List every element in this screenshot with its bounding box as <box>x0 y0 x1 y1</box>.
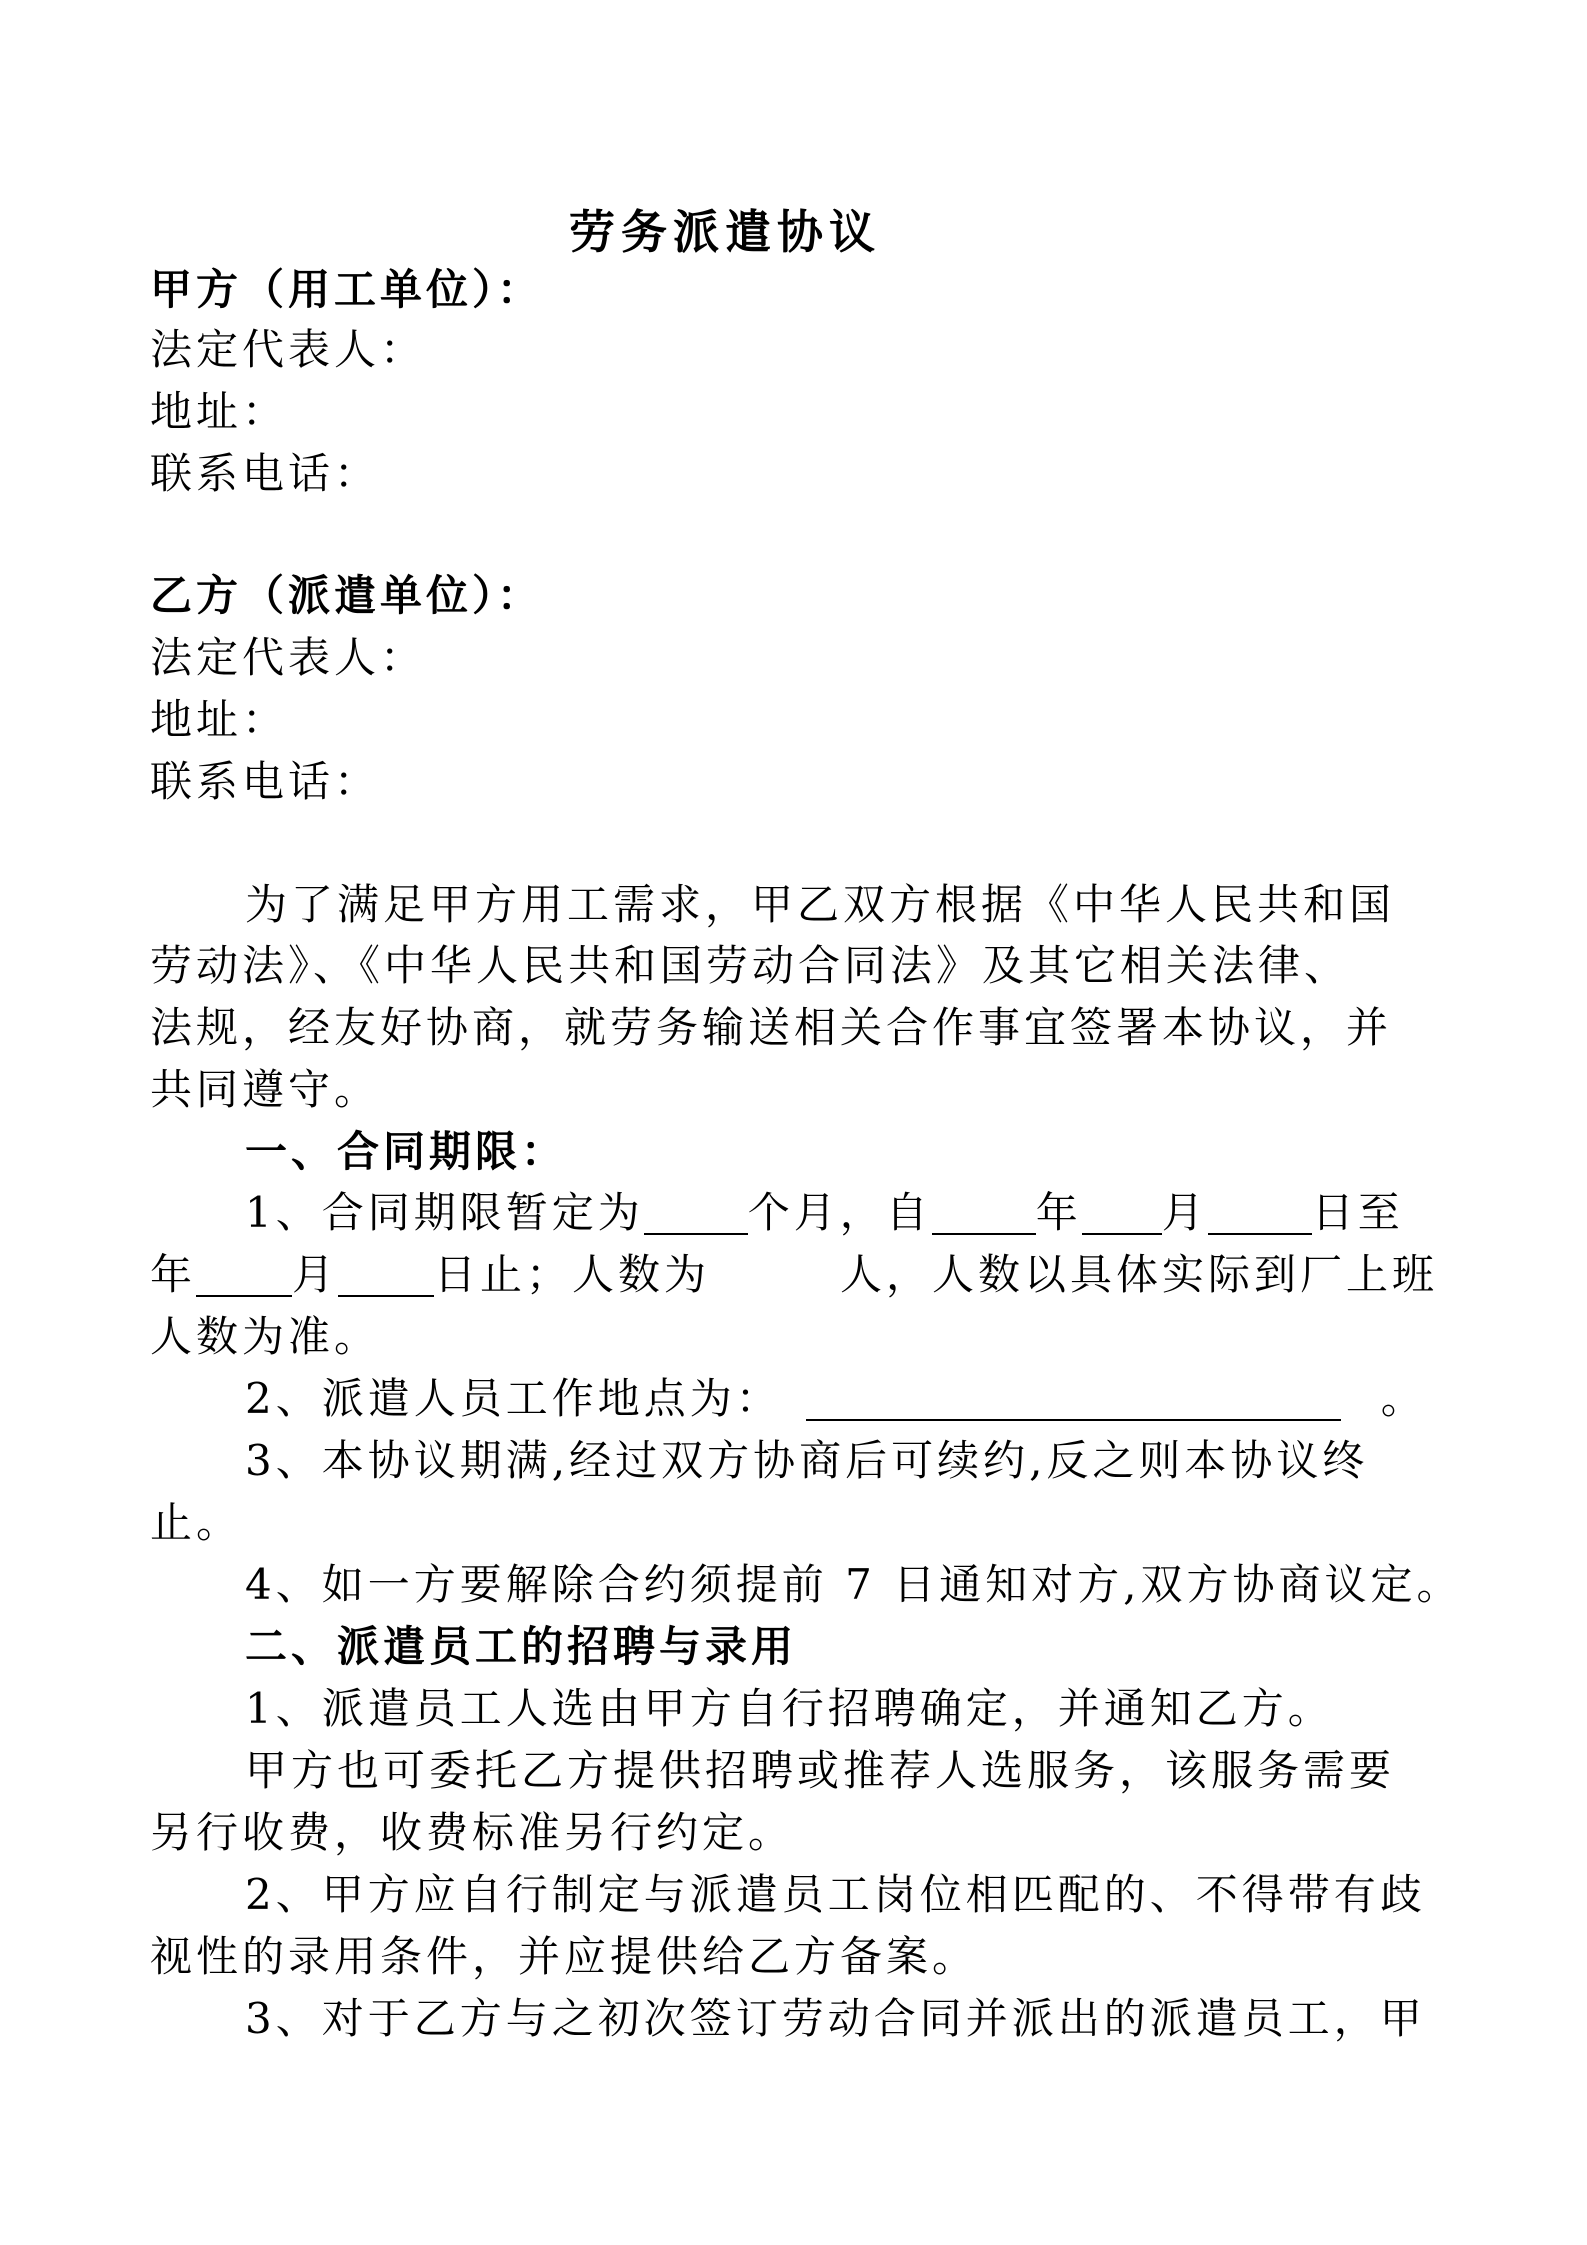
blank-start-month <box>1082 1191 1162 1235</box>
section-1-clause-4: 4、如一方要解除合约须提前 7 日通知对方,双方协商议定。 <box>245 1560 1463 1609</box>
section-1-clause-2 <box>245 1371 1545 1427</box>
blank-end-month <box>338 1253 434 1297</box>
clause-text: 日止；人数为 <box>434 1250 711 1299</box>
clause-text: 人，人数以具体实际到厂上班 <box>840 1250 1439 1299</box>
section-2-clause-1: 1、派遣员工人选由甲方自行招聘确定，并通知乙方。 <box>245 1684 1334 1733</box>
blank-months <box>644 1191 748 1235</box>
section-1-clause-3-line-2: 止。 <box>150 1498 243 1547</box>
intro-line-3: 法规，经友好协商，就劳务输送相关合作事宜签署本协议，并 <box>150 1003 1393 1052</box>
section-2-clause-1b-line-2: 另行收费，收费标准另行约定。 <box>150 1808 795 1857</box>
section-1-clause-1-line-3: 人数为准。 <box>150 1312 381 1361</box>
clause-text: 2、派遣人员工作地点为： <box>245 1374 782 1423</box>
section-1-clause-3-line-1: 3、本协议期满,经过双方协商后可续约,反之则本协议终 <box>245 1436 1369 1485</box>
document-title: 劳务派遣协议 <box>569 205 881 259</box>
intro-line-2: 劳动法》、《中华人民共和国劳动合同法》及其它相关法律、 <box>150 941 1351 990</box>
intro-line-4: 共同遵守。 <box>150 1065 381 1114</box>
section-1-clause-1-line-2 <box>150 1247 1450 1303</box>
section-2-clause-3: 3、对于乙方与之初次签订劳动合同并派出的派遣员工，甲 <box>245 1994 1426 2043</box>
intro-line-1: 为了满足甲方用工需求，甲乙双方根据《中华人民共和国 <box>245 880 1396 929</box>
clause-text: 年 <box>1035 1188 1082 1237</box>
clause-text: 月 <box>1161 1188 1208 1237</box>
section-2-heading: 二、派遣员工的招聘与录用 <box>245 1622 798 1671</box>
clause-text: 日至 <box>1311 1188 1404 1237</box>
party-b-phone: 联系电话： <box>150 757 381 806</box>
section-2-clause-2-line-1: 2、甲方应自行制定与派遣员工岗位相匹配的、不得带有歧 <box>245 1870 1426 1919</box>
party-a-rep: 法定代表人： <box>150 325 427 374</box>
party-b-label: 乙方（派遣单位）： <box>150 571 544 620</box>
clause-text: 1、合同期限暂定为 <box>245 1188 644 1237</box>
section-2-clause-2-line-2: 视性的录用条件，并应提供给乙方备案。 <box>150 1932 979 1981</box>
section-2-clause-1b-line-1: 甲方也可委托乙方提供招聘或推荐人选服务，该服务需要 <box>245 1746 1396 1795</box>
blank-start-year <box>932 1191 1036 1235</box>
clause-text: 个月，自 <box>747 1188 932 1237</box>
blank-end-year <box>196 1253 292 1297</box>
clause-text: 。 <box>1380 1374 1427 1423</box>
party-b-addr: 地址： <box>150 695 289 744</box>
clause-text: 年 <box>150 1250 197 1299</box>
party-a-addr: 地址： <box>150 387 289 436</box>
clause-text: 月 <box>292 1250 339 1299</box>
blank-start-day <box>1208 1191 1312 1235</box>
party-a-phone: 联系电话： <box>150 449 381 498</box>
party-b-rep: 法定代表人： <box>150 633 427 682</box>
section-1-clause-1-line-1 <box>245 1185 1545 1241</box>
blank-work-location <box>806 1377 1341 1421</box>
section-1-heading: 一、合同期限： <box>245 1127 568 1176</box>
party-a-label: 甲方（用工单位）： <box>150 265 544 314</box>
